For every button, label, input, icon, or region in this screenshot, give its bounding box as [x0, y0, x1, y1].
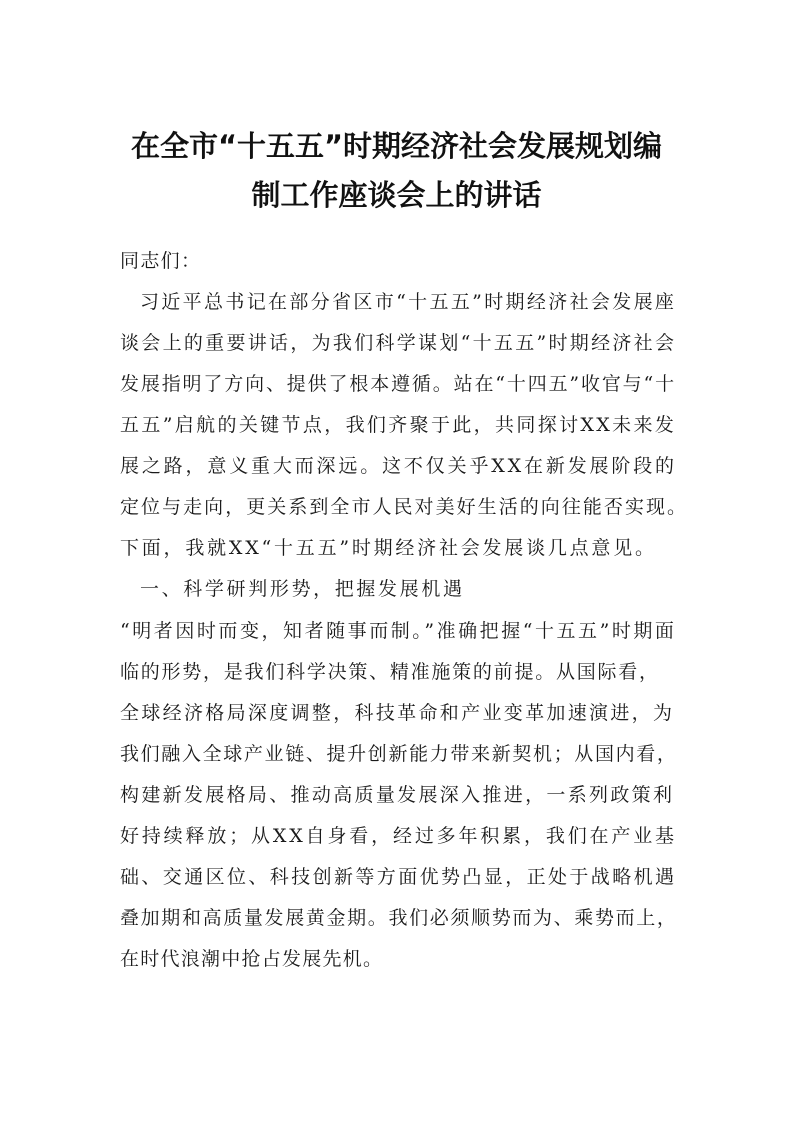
paragraph-line: 展之路，意义重大而深远。这不仅关乎XX在新发展阶段的 [120, 455, 677, 477]
paragraph-line: 础、交通区位、科技创新等方面优势凸显，正处于战略机遇 [120, 866, 677, 888]
paragraph-line: “明者因时而变，知者随事而制。”准确把握“十五五”时期面 [120, 620, 677, 642]
paragraph-line: 下面，我就XX“十五五”时期经济社会发展谈几点意见。 [120, 537, 657, 559]
salutation: 同志们： [120, 250, 202, 272]
paragraph-line: 构建新发展格局、推动高质量发展深入推进，一系列政策利 [120, 784, 675, 806]
paragraph-line: 定位与走向，更关系到全市人民对美好生活的向往能否实现。 [120, 496, 689, 518]
document-title-line-1: 在全市“十五五”时期经济社会发展规划编 [130, 129, 663, 163]
section-heading: 一、科学研判形势，把握发展机遇 [140, 578, 465, 600]
paragraph-line: 在时代浪潮中抢占发展先机。 [120, 948, 384, 970]
paragraph-line: 好持续释放；从XX自身看，经过多年积累，我们在产业基 [120, 825, 677, 847]
document-title-line-2: 制工作座谈会上的讲话 [251, 178, 542, 212]
paragraph-line: 叠加期和高质量发展黄金期。我们必须顺势而为、乘势而上， [120, 907, 678, 929]
paragraph-line: 我们融入全球产业链、提升创新能力带来新契机；从国内看， [120, 743, 678, 765]
paragraph-line: 五五”启航的关键节点，我们齐聚于此，共同探讨XX未来发 [120, 414, 677, 436]
paragraph-line: 全球经济格局深度调整，科技革命和产业变革加速演进，为 [120, 702, 675, 724]
paragraph-line: 习近平总书记在部分省区市“十五五”时期经济社会发展座 [140, 291, 677, 313]
paragraph-line: 发展指明了方向、提供了根本遵循。站在“十四五”收官与“十 [120, 373, 676, 395]
paragraph-line: 谈会上的重要讲话，为我们科学谋划“十五五”时期经济社会 [120, 332, 677, 354]
paragraph-line: 临的形势，是我们科学决策、精准施策的前提。从国际看， [120, 661, 660, 683]
